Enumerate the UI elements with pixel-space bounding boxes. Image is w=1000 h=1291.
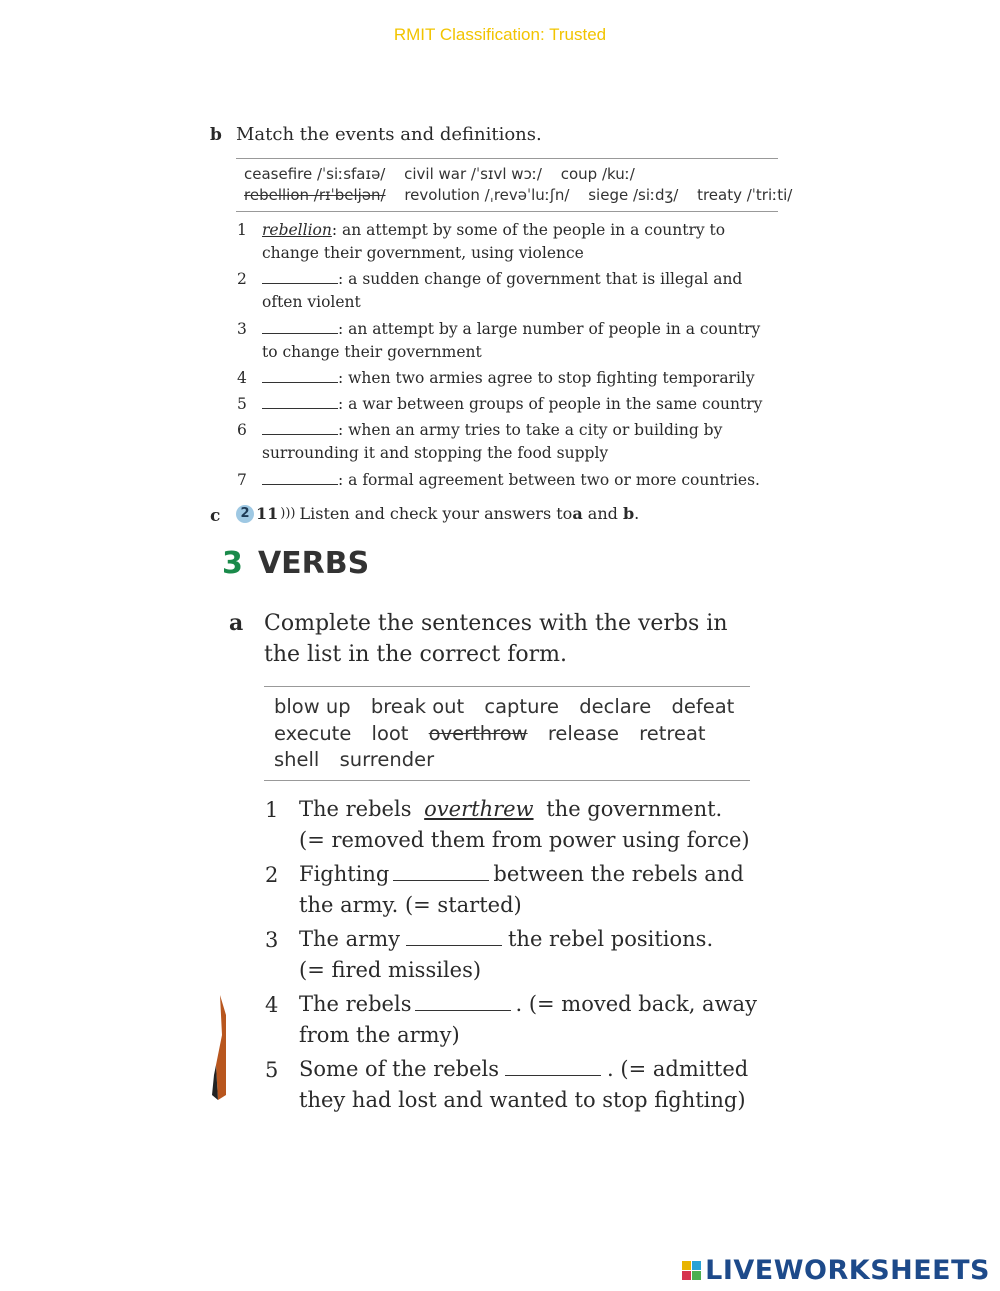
verb-loot: loot	[371, 722, 409, 745]
section-b-instruction: Match the events and definitions.	[236, 124, 542, 145]
answer-blank[interactable]	[262, 434, 338, 435]
item-number: 7	[237, 471, 247, 489]
word-revolution: revolution /ˌrevəˈluːʃn/	[404, 186, 570, 204]
item-number: 1	[265, 798, 279, 822]
answer-text: overthrew	[424, 797, 534, 821]
item-number: 3	[265, 928, 279, 952]
verb-row-1	[274, 695, 748, 718]
listen-instruction: 2 11 ))) Listen and check your answers to a and b .	[236, 504, 639, 523]
audio-track-number: 11	[256, 504, 279, 523]
answer-blank[interactable]	[262, 283, 338, 284]
word-coup: coup /kuː/	[560, 165, 635, 183]
verb-overthrow: overthrow	[428, 722, 528, 745]
answer-blank[interactable]	[505, 1075, 601, 1076]
verb-blow-up: blow up	[274, 695, 351, 718]
answer-blank[interactable]	[262, 484, 338, 485]
verb-capture: capture	[484, 695, 560, 718]
item-number: 3	[237, 320, 247, 338]
item-continuation: from the army)	[299, 1023, 460, 1047]
list-item: : a formal agreement between two or more countries.	[262, 469, 760, 492]
item-continuation: (= removed them from power using force)	[299, 828, 750, 852]
word-civil-war: civil war /ˈsɪvl wɔː/	[404, 165, 542, 183]
verb-row-2	[274, 722, 720, 745]
verb-declare: declare	[579, 695, 652, 718]
item-continuation: often violent	[262, 293, 361, 311]
verbs-instruction: Complete the sentences with the verbs in the list in the correct form.	[264, 611, 728, 667]
verb-release: release	[547, 722, 619, 745]
word-row-2	[244, 186, 806, 204]
answer-blank[interactable]	[262, 382, 338, 383]
verb-retreat: retreat	[639, 722, 706, 745]
list-item: The rebels overthrew the government.	[299, 797, 723, 821]
item-continuation: (= fired missiles)	[299, 958, 482, 982]
logo-icon	[682, 1261, 701, 1280]
item-number: 2	[237, 270, 247, 288]
word-treaty: treaty /ˈtriːti/	[697, 186, 793, 204]
section-heading-verbs	[222, 546, 369, 581]
list-item: Some of the rebels . (= admitted	[299, 1057, 749, 1081]
item-number: 2	[265, 863, 279, 887]
list-item: rebellion: an attempt by some of the people in a country to	[262, 221, 726, 239]
classification-label: RMIT Classification: Trusted	[393, 25, 607, 44]
answer-blank[interactable]	[262, 408, 338, 409]
list-item: Fighting between the rebels and	[299, 862, 744, 886]
item-number: 5	[237, 395, 247, 413]
logo-text: LIVEWORKSHEETS	[705, 1255, 990, 1286]
item-number: 1	[237, 221, 247, 239]
answer-text: rebellion	[262, 221, 332, 239]
verb-execute: execute	[274, 722, 352, 745]
list-item: The rebels . (= moved back, away	[299, 992, 757, 1016]
item-continuation: change their government, using violence	[262, 244, 584, 262]
answer-blank[interactable]	[415, 1010, 511, 1011]
verb-defeat: defeat	[671, 695, 735, 718]
verb-surrender: surrender	[339, 748, 435, 771]
word-siege: siege /siːdʒ/	[588, 186, 679, 204]
verb-break-out: break out	[370, 695, 465, 718]
answer-blank[interactable]	[406, 945, 502, 946]
liveworksheets-logo	[682, 1255, 990, 1286]
section-number: 3	[222, 546, 243, 581]
list-item: : when an army tries to take a city or building by	[262, 419, 722, 442]
answer-blank[interactable]	[393, 880, 489, 881]
item-number: 4	[265, 993, 279, 1017]
decorative-figure-edge	[212, 995, 226, 1100]
item-number: 4	[237, 369, 247, 387]
audio-track-badge[interactable]: 2	[236, 505, 254, 523]
word-ceasefire: ceasefire /ˈsiːsfaɪə/	[244, 165, 386, 183]
word-rebellion: rebellion /rɪˈbeljən/	[244, 186, 386, 204]
list-item: : a war between groups of people in the same country	[262, 393, 762, 416]
word-box-verbs	[264, 686, 750, 781]
verbs-a-letter: a	[229, 610, 244, 636]
item-number: 5	[265, 1058, 279, 1082]
section-c-letter: c	[210, 506, 221, 526]
speaker-icon[interactable]: )))	[280, 506, 296, 521]
section-b-letter: b	[210, 125, 222, 145]
list-item: : a sudden change of government that is illegal and	[262, 268, 742, 291]
list-item: : when two armies agree to stop fighting temporarily	[262, 367, 755, 390]
item-continuation: the army. (= started)	[299, 893, 522, 917]
list-item: The army the rebel positions.	[299, 927, 714, 951]
item-number: 6	[237, 421, 247, 439]
word-row-1	[244, 165, 649, 183]
section-title: VERBS	[257, 546, 370, 581]
verb-row-3	[274, 748, 448, 771]
item-continuation: surrounding it and stopping the food supply	[262, 444, 609, 462]
answer-blank[interactable]	[262, 333, 338, 334]
verb-shell: shell	[274, 748, 320, 771]
list-item: : an attempt by a large number of people in a country	[262, 318, 760, 341]
item-continuation: they had lost and wanted to stop fighting)	[299, 1088, 746, 1112]
word-box-events	[236, 158, 793, 212]
item-continuation: to change their government	[262, 343, 482, 361]
